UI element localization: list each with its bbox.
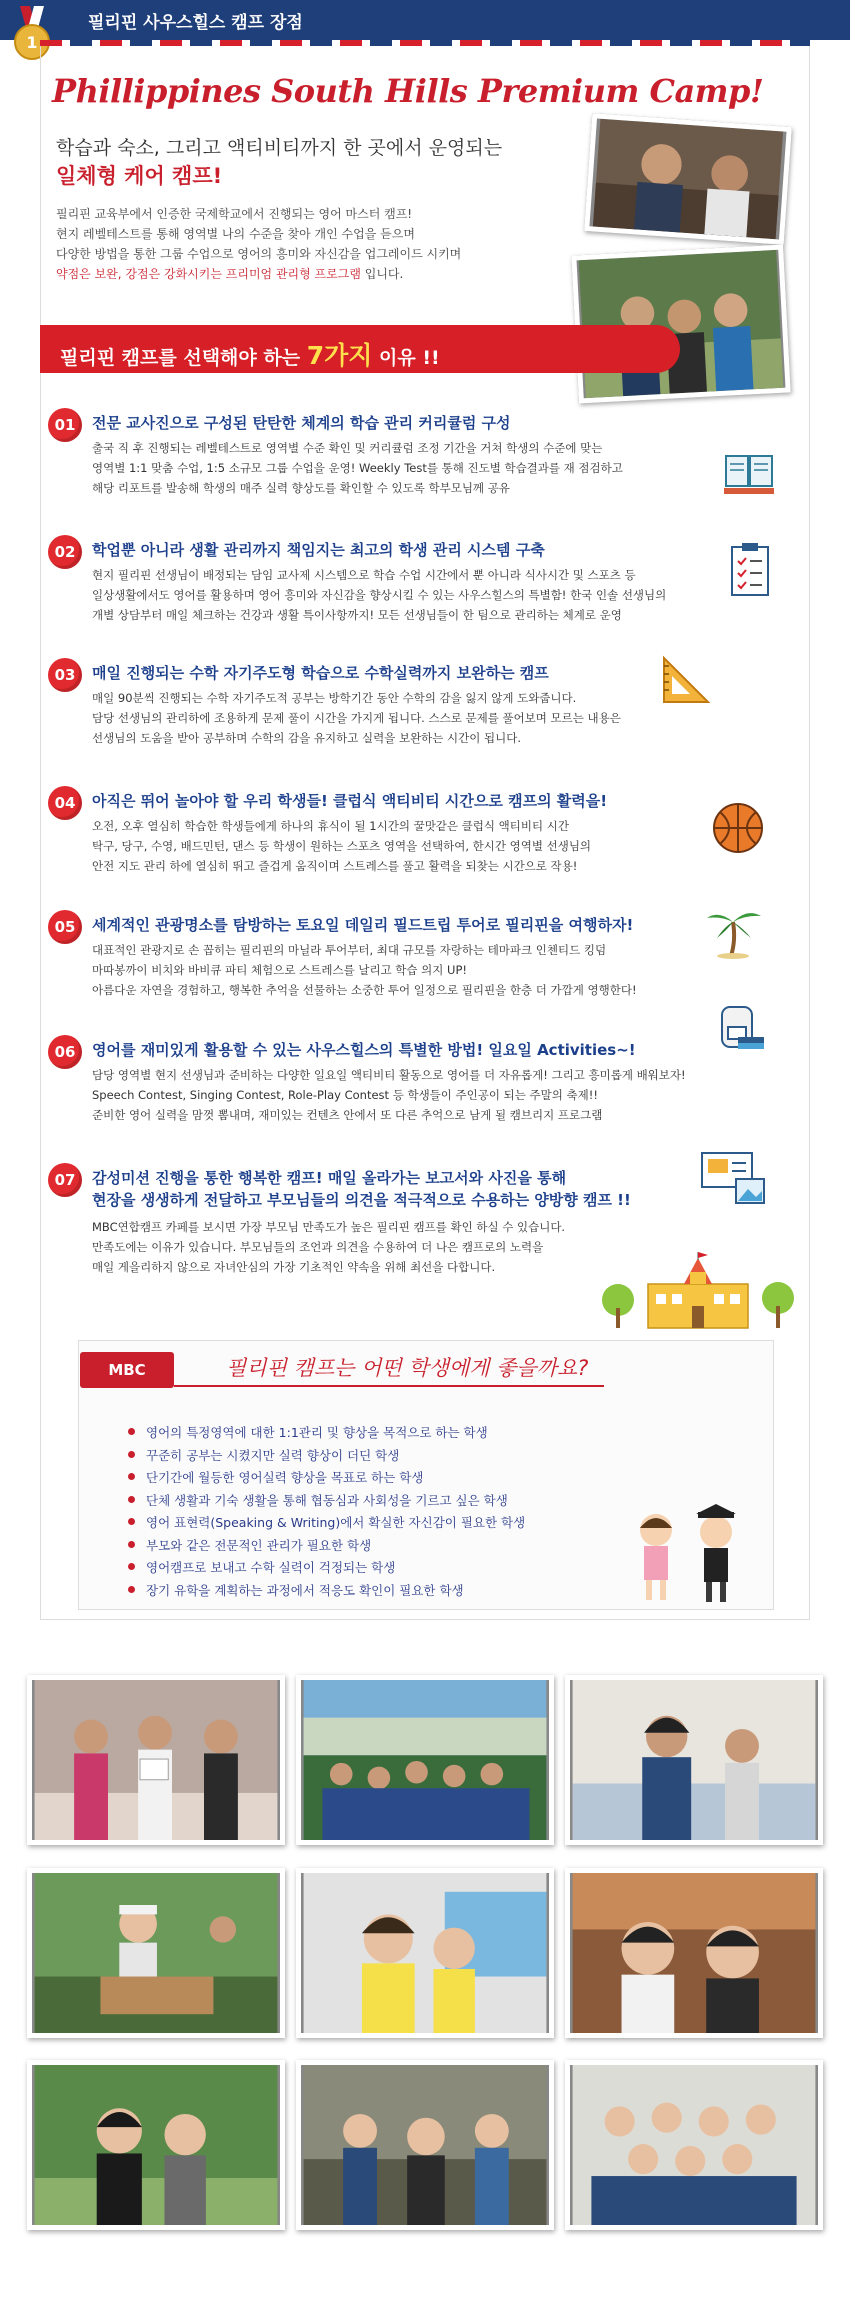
reason-line: 매일 90분씩 진행되는 수학 자기주도적 공부는 방학기간 동안 수학의 감을 잃지 않게 도와줍니다. <box>92 691 577 705</box>
reason-line: 오전, 오후 열심히 학습한 학생들에게 하나의 휴식이 될 1시간의 꿀맛같은 클럽식 액티비티 시간 <box>92 819 569 833</box>
mbc-list <box>128 1423 525 1603</box>
reason-line: 현지 필리핀 선생님이 배정되는 담임 교사제 시스템으로 학습 수업 시간에서 뿐 아니라 식사시간 및 스포츠 등 <box>92 568 636 582</box>
reason-line: 담당 영역별 현지 선생님과 준비하는 다양한 일요일 액티비티 활동으로 영어를 더 자유롭게! 그리고 흥미롭게 배워보자! <box>92 1068 686 1082</box>
reason-title: 아직은 뛰어 놀아야 할 우리 학생들! 클럽식 액티비티 시간으로 캠프의 활력을! <box>92 792 608 810</box>
reason-title-2: 현장을 생생하게 전달하고 부모님들의 의견을 적극적으로 수용하는 양방향 캠프 !! <box>92 1191 631 1209</box>
reason-line: 아름다운 자연을 경험하고, 행복한 추억을 선물하는 소중한 투어 일정으로 필리핀을 한층 더 가깝게 영행한다! <box>92 983 637 997</box>
hero-subtitle-2: 일체형 케어 캠프! <box>56 164 223 188</box>
reason-desc <box>92 565 712 625</box>
hero-title: Phillippines South Hills Premium Camp! <box>52 72 764 110</box>
reason-title: 감성미션 진행을 통한 행복한 캠프! 매일 올라가는 보고서와 사진을 통해 <box>92 1169 567 1187</box>
mbc-logo: MBC <box>80 1352 174 1388</box>
reason-item-2 <box>48 535 768 645</box>
list-item: 영어캠프로 보내고 수학 실력이 걱정되는 학생 <box>128 1558 525 1581</box>
reason-desc <box>92 816 712 876</box>
basketball-icon <box>708 798 768 858</box>
reason-line: 안전 지도 관리 하에 열심히 뛰고 즐겁게 움직이며 스트레스를 풀고 활력을 되찾는 시간으로 작용! <box>92 859 578 873</box>
reason-line: 담당 선생님의 관리하에 조용하게 문제 풀이 시간을 가지게 됩니다. 스스로 문제를 풀어보며 모르는 내용은 <box>92 711 621 725</box>
gallery-photo <box>296 1868 554 2038</box>
palm-tree-icon <box>703 900 763 960</box>
reason-line: 준비한 영어 실력을 맘껏 뽐내며, 재미있는 컨텐츠 안에서 또 다른 추억으로 남게 될 캠브리지 프로그램 <box>92 1108 603 1122</box>
list-item: 장기 유학을 계획하는 과정에서 적응도 확인이 필요한 학생 <box>128 1581 525 1604</box>
reason-number: 04 <box>48 786 82 820</box>
hero-subtitle-1: 학습과 숙소, 그리고 액티비티까지 한 곳에서 운영되는 <box>56 137 503 159</box>
intro-line: 현지 레벨테스트를 통해 영역별 나의 수준을 찾아 개인 수업을 듣으며 <box>56 227 415 241</box>
gallery-photo <box>27 1868 285 2038</box>
reason-number: 01 <box>48 408 82 442</box>
reason-number: 03 <box>48 658 82 692</box>
hero-photo-boys <box>584 113 792 245</box>
intro-tail: 입니다. <box>360 267 404 281</box>
reason-line: 마따봉까이 비치와 바비큐 파티 체험으로 스트레스를 날리고 학습 의지 UP! <box>92 963 468 977</box>
reason-line: 대표적인 관광지로 손 꼽히는 필리핀의 마닐라 투어부터, 최대 규모를 자랑하는 테마파크 인첸티드 킹덤 <box>92 943 607 957</box>
list-item: 부모와 같은 전문적인 관리가 필요한 학생 <box>128 1536 525 1559</box>
hero-intro <box>56 204 576 284</box>
reason-line: 영역별 1:1 맞춤 수업, 1:5 소규모 그룹 수업을 운영! Weekly Test를 통해 진도별 학습결과를 재 점검하고 <box>92 461 623 475</box>
reason-line: 출국 직 후 진행되는 레벨테스트로 영역별 수준 확인 및 커리큘럼 조정 기간을 거쳐 학생의 수준에 맞는 <box>92 441 603 455</box>
reason-title: 세계적인 관광명소를 탐방하는 토요일 데일리 필드트립 투어로 필리핀을 여행하자! <box>92 916 634 934</box>
reason-item-3 <box>48 658 768 768</box>
reason-line: Speech Contest, Singing Contest, Role-Play Contest 등 학생들이 주인공이 되는 주말의 축제!! <box>92 1088 598 1102</box>
kids-illustration <box>612 1500 762 1606</box>
hero-photo-group <box>571 245 790 404</box>
gallery-photo <box>27 2060 285 2230</box>
reason-desc <box>92 1217 652 1277</box>
reason-desc <box>92 940 712 1000</box>
reason-line: 만족도에는 이유가 있습니다. 부모님들의 조언과 의견을 수용하여 더 나은 캠프로의 노력을 <box>92 1240 544 1254</box>
reason-item-5 <box>48 910 768 1020</box>
reason-number: 06 <box>48 1035 82 1069</box>
open-book-icon <box>720 442 780 502</box>
reasons-highlight: 7가지 <box>306 341 373 370</box>
gallery-photo <box>565 1868 823 2038</box>
reason-line: 매일 게을리하지 않으로 자녀안심의 가장 기초적인 약속을 위해 최선을 다합니다. <box>92 1260 496 1274</box>
reason-number: 05 <box>48 910 82 944</box>
reasons-banner-text <box>60 336 440 372</box>
medal-number: 1 <box>26 33 38 52</box>
reason-desc <box>92 1065 712 1125</box>
airmail-stripe <box>40 40 810 46</box>
reason-line: 개별 상담부터 매일 체크하는 건강과 생활 특이사항까지! 모든 선생님들이 한 팀으로 관리하는 체계로 운영 <box>92 608 622 622</box>
reason-number: 07 <box>48 1163 82 1197</box>
intro-line: 필리핀 교육부에서 인증한 국제학교에서 진행되는 영어 마스터 캠프! <box>56 207 413 221</box>
reason-item-6 <box>48 1035 768 1145</box>
school-illustration <box>598 1250 798 1330</box>
reason-title: 매일 진행되는 수학 자기주도형 학습으로 수학실력까지 보완하는 캠프 <box>92 664 549 682</box>
reason-item-4 <box>48 786 768 896</box>
reason-line: MBC연합캠프 카페를 보시면 가장 부모님 만족도가 높은 필리핀 캠프를 확인 하실 수 있습니다. <box>92 1220 566 1234</box>
list-item: 꾸준히 공부는 시켰지만 실력 향상이 더딘 학생 <box>128 1446 525 1469</box>
intro-line: 다양한 방법을 통한 그룹 수업으로 영어의 흥미와 자신감을 업그레이드 시키며 <box>56 247 462 261</box>
reason-title: 학업뿐 아니라 생활 관리까지 책임지는 최고의 학생 관리 시스템 구축 <box>92 541 545 559</box>
gallery-photo <box>565 1675 823 1845</box>
reason-title: 전문 교사진으로 구성된 탄탄한 체계의 학습 관리 커리큘럼 구성 <box>92 414 511 432</box>
reason-item-1 <box>48 408 768 518</box>
reason-line: 해당 리포트를 발송해 학생의 매주 실력 향상도를 확인할 수 있도록 학부모님께 공유 <box>92 481 510 495</box>
gallery-photo <box>296 1675 554 1845</box>
reason-line: 탁구, 당구, 수영, 배드민턴, 댄스 등 학생이 원하는 스포츠 영역을 선택하여, 한시간 영역별 선생님의 <box>92 839 592 853</box>
gallery-photo <box>296 2060 554 2230</box>
mbc-question: 필리핀 캠프는 어떤 학생에게 좋을까요? <box>226 1356 589 1380</box>
reason-line: 선생님의 도움을 받아 공부하며 수학의 감을 유지하고 실력을 보완하는 시간이 됩니다. <box>92 731 522 745</box>
reason-desc <box>92 688 712 748</box>
gallery-photo <box>27 1675 285 1845</box>
reasons-prefix: 필리핀 캠프를 선택해야 하는 <box>60 347 307 369</box>
backpack-icon <box>708 997 768 1057</box>
list-item: 영어 표현력(Speaking & Writing)에서 확실한 자신감이 필요한 학생 <box>128 1513 525 1536</box>
checklist-icon <box>720 541 780 601</box>
header-title: 필리핀 사우스힐스 캠프 장점 <box>88 13 303 33</box>
reason-line: 일상생활에서도 영어를 활용하며 영어 흥미와 자신감을 향상시킬 수 있는 사우스힐스의 특별함! 한국 인솔 선생님의 <box>92 588 667 602</box>
reason-number: 02 <box>48 535 82 569</box>
list-item: 영어의 특정영역에 대한 1:1관리 및 향상을 목적으로 하는 학생 <box>128 1423 525 1446</box>
reason-title: 영어를 재미있게 활용할 수 있는 사우스힐스의 특별한 방법! 일요일 Activities~! <box>92 1041 636 1059</box>
reason-desc <box>92 438 712 498</box>
list-item: 단체 생활과 기숙 생활을 통해 협동심과 사회성을 기르고 싶은 학생 <box>128 1491 525 1514</box>
intro-line <box>56 264 576 284</box>
ruler-triangle-icon <box>658 652 718 712</box>
monitor-photo-icon <box>698 1149 768 1209</box>
mbc-underline <box>174 1385 604 1387</box>
gallery-photo <box>565 2060 823 2230</box>
reasons-suffix: 이유 !! <box>372 347 440 369</box>
list-item: 단기간에 월등한 영어실력 향상을 목표로 하는 학생 <box>128 1468 525 1491</box>
intro-highlight: 약점은 보완, 강점은 강화시키는 프리미엄 관리형 프로그램 <box>56 267 361 281</box>
